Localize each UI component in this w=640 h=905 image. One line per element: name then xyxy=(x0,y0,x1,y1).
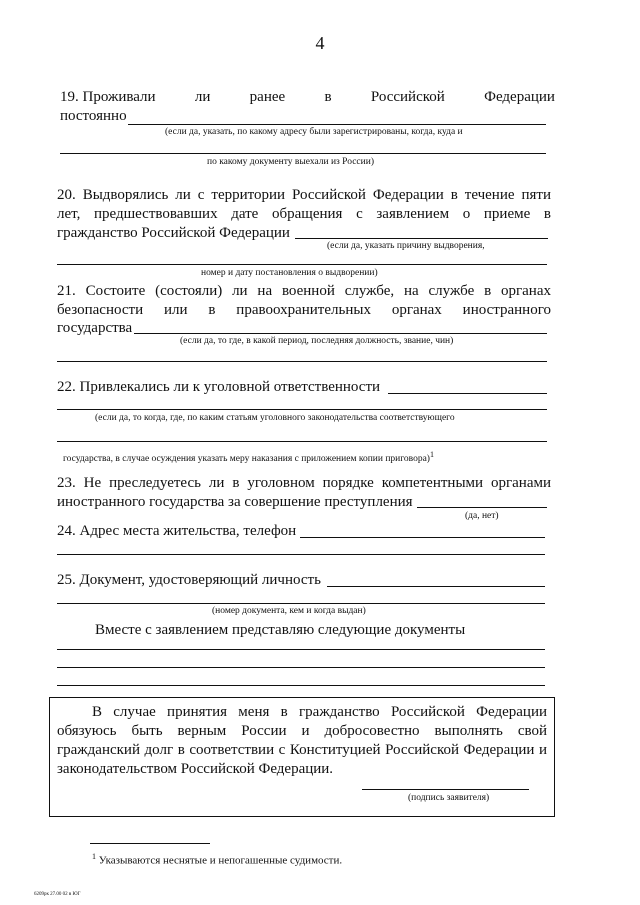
q20-line1: 20. Выдворялись ли с территории Российской Федерации в течение пяти xyxy=(57,187,551,203)
q25-line1: 25. Документ, удостоверяющий личность xyxy=(57,572,321,588)
q21-line2: безопасности или в правоохранительных органах иностранного xyxy=(57,302,551,318)
q19-word: 19. Проживали xyxy=(60,89,156,105)
q20-hint1: (если да, указать причину выдворения, xyxy=(327,241,485,251)
q22-line1: 22. Привлекались ли к уголовной ответственности xyxy=(57,379,381,395)
footnote-text: Указываются неснятые и непогашенные судимости. xyxy=(98,854,343,867)
documents-line-2[interactable] xyxy=(57,667,545,668)
q19-word: в xyxy=(324,89,332,105)
q21-answer-line-2[interactable] xyxy=(57,361,547,362)
oath-line3: гражданский долг в соответствии с Конституцией Российской Федерации и xyxy=(57,742,547,758)
q25-hint1: (номер документа, кем и когда выдан) xyxy=(212,606,366,616)
q24-line1: 24. Адрес места жительства, телефон xyxy=(57,523,297,539)
page-number: 4 xyxy=(315,33,325,53)
documents-line-3[interactable] xyxy=(57,685,545,686)
q23-hint1: (да, нет) xyxy=(465,511,499,521)
q25-answer-line-2[interactable] xyxy=(57,603,545,604)
q22-hint1: (если да, то когда, где, по каким статьям уголовного законодательства соответствующего xyxy=(95,413,455,423)
q25-answer-line[interactable] xyxy=(327,586,545,587)
q23-line2: иностранного государства за совершение преступления xyxy=(57,494,413,510)
q20-hint2: номер и дату постановления о выдворении) xyxy=(201,268,378,278)
signature-line[interactable] xyxy=(362,789,529,790)
q19-word: ранее xyxy=(249,89,286,105)
q19-word: Федерации xyxy=(484,89,555,105)
documents-line-1[interactable] xyxy=(57,649,545,650)
q24-answer-line[interactable] xyxy=(300,537,545,538)
oath-line1: В случае принятия меня в гражданство Российской Федерации xyxy=(92,704,547,720)
footnote-rule xyxy=(90,843,210,844)
q21-line3: государства xyxy=(57,320,133,336)
q22-answer-line-3[interactable] xyxy=(57,441,547,442)
q20-answer-line-2[interactable] xyxy=(57,264,547,265)
q21-line1: 21. Состоите (состояли) ли на военной службе, на службе в органах xyxy=(57,283,551,299)
q23-line1: 23. Не преследуетесь ли в уголовном порядке компетентными органами xyxy=(57,475,551,491)
q20-answer-line[interactable] xyxy=(295,238,548,239)
q20-line3: гражданство Российской Федерации xyxy=(57,225,290,241)
q21-answer-line[interactable] xyxy=(134,333,547,334)
q19-word: Российской xyxy=(370,89,445,105)
q22-answer-line-2[interactable] xyxy=(57,409,547,410)
signature-hint: (подпись заявителя) xyxy=(408,793,490,803)
q19-line2: постоянно xyxy=(60,108,127,124)
footnote-reference[interactable]: 1 xyxy=(429,450,434,459)
q24-answer-line-2[interactable] xyxy=(57,554,545,555)
q19-answer-line[interactable] xyxy=(128,124,546,125)
oath-line4: законодательством Российской Федерации. xyxy=(57,761,334,777)
q23-answer-line[interactable] xyxy=(417,507,547,508)
q19-word: ли xyxy=(194,89,211,105)
footnote-mark: 1 xyxy=(92,852,96,861)
q22-hint2-text: государства, в случае осуждения указать меру наказания с приложением копии приговора) xyxy=(63,454,430,465)
q22-answer-line[interactable] xyxy=(388,393,547,394)
footnote xyxy=(92,850,342,868)
q22-hint2 xyxy=(63,449,434,465)
q19-line1 xyxy=(60,87,555,107)
q19-hint2: по какому документу выехали из России) xyxy=(207,157,374,167)
q21-hint1: (если да, то где, в какой период, последняя должность, звание, чин) xyxy=(180,336,454,346)
print-code: 6209рк 27.00 02 в ЮГ xyxy=(34,892,81,897)
q20-line2: лет, предшествовавших дате обращения с заявлением о приеме в xyxy=(57,206,551,222)
q19-hint1: (если да, указать, по какому адресу были зарегистрированы, когда, куда и xyxy=(165,127,463,137)
documents-heading: Вместе с заявлением представляю следующие документы xyxy=(95,622,466,638)
oath-line2: обязуюсь быть верным России и добросовестно выполнять свой xyxy=(57,723,547,739)
q19-answer-line-2[interactable] xyxy=(60,153,546,154)
